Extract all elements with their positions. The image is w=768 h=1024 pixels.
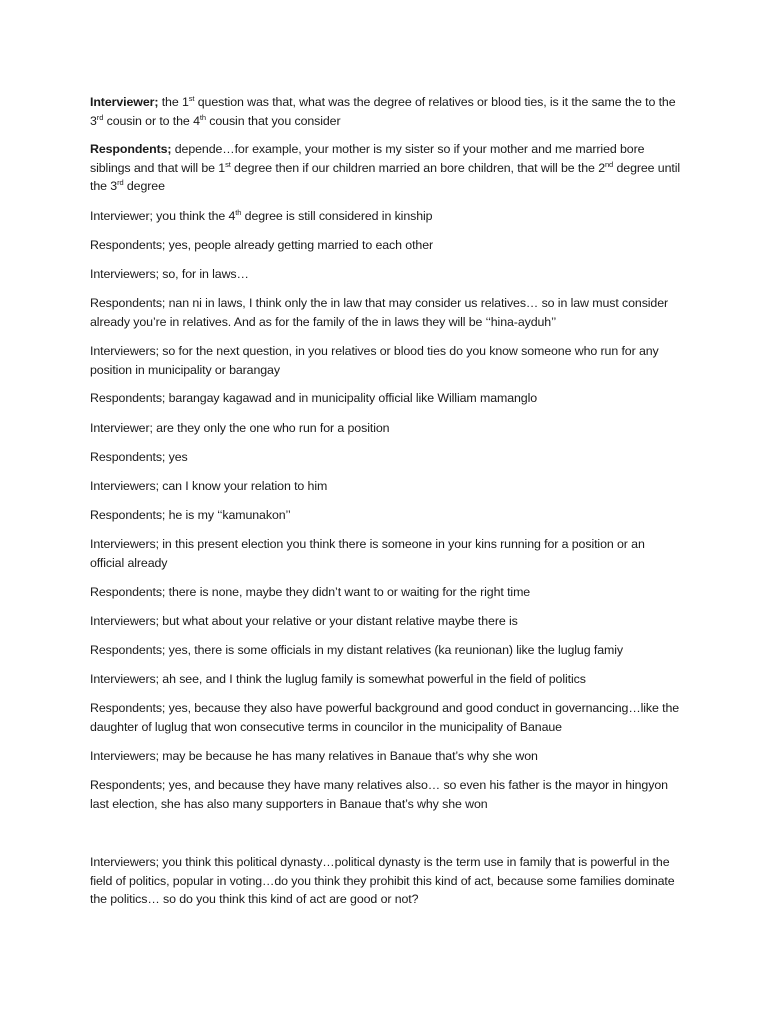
paragraph-text: yes, and because they have many relatives also… so even his father is the mayor in hingyon last election, she has also many supporters in Banaue that’s why she won: [90, 778, 668, 811]
ordinal-suffix: th: [235, 208, 242, 217]
paragraph-text: barangay kagawad and in municipality official like William mamanglo: [165, 391, 538, 405]
paragraph-8: [90, 389, 682, 408]
paragraph-text: the 1: [158, 95, 189, 109]
speaker-label: Interviewers;: [90, 267, 159, 281]
speaker-label: Interviewers;: [90, 749, 159, 763]
speaker-label: Respondents;: [90, 238, 166, 252]
paragraph-text: yes, because they also have powerful background and good conduct in governancing…like the daughter of luglug that won consecutive terms in councilor in the municipality of Banaue: [90, 701, 680, 734]
paragraph-text: cousin or to the 4: [103, 113, 200, 128]
speaker-label: Respondents;: [90, 450, 166, 464]
paragraph-18: [90, 699, 682, 736]
speaker-label: Interviewer;: [90, 209, 153, 223]
paragraph-21: [90, 853, 682, 909]
speaker-label: Respondents;: [90, 643, 166, 657]
paragraph-text: nan ni in laws, I think only the in law that may consider us relatives… so in law must consider already you’re in relatives. And as for the family of the in laws they will be ‘‘hina-ayduh’’: [90, 296, 669, 329]
paragraph-20: [90, 776, 682, 813]
paragraph-17: [90, 670, 682, 689]
paragraph-4: [90, 236, 682, 255]
paragraph-text: so, for in laws…: [158, 267, 249, 281]
speaker-label: Respondents;: [90, 142, 172, 156]
paragraph-text: degree: [123, 179, 165, 193]
speaker-label: Interviewer;: [90, 421, 153, 435]
paragraph-15: [90, 612, 682, 631]
paragraph-text: cousin that you consider: [205, 113, 341, 128]
paragraph-text: can I know your relation to him: [158, 479, 328, 493]
speaker-label: Interviewers;: [90, 537, 159, 551]
paragraph-text: he is my ‘‘kamunakon’’: [165, 508, 291, 522]
paragraph-9: [90, 419, 682, 438]
paragraph-3: [90, 207, 682, 226]
paragraph-text: yes: [165, 450, 188, 464]
ordinal-suffix: nd: [604, 159, 614, 169]
speaker-label: Respondents;: [90, 296, 166, 310]
speaker-label: Respondents;: [90, 585, 166, 599]
speaker-label: Interviewers;: [90, 672, 159, 686]
paragraph-text: yes, people already getting married to each other: [165, 238, 434, 252]
paragraph-text: you think the 4: [152, 209, 236, 223]
ordinal-suffix: st: [225, 159, 231, 169]
speaker-label: Interviewers;: [90, 614, 159, 628]
paragraph-16: [90, 641, 682, 660]
ordinal-suffix: rd: [117, 178, 124, 187]
paragraph-text: but what about your relative or your distant relative maybe there is: [158, 614, 518, 628]
paragraph-text: so for the next question, in you relatives or blood ties do you know someone who run for any position in municipality or barangay: [90, 344, 659, 377]
speaker-label: Respondents;: [90, 508, 166, 522]
speaker-label: Interviewer;: [90, 95, 159, 109]
paragraph-7: [90, 342, 682, 379]
paragraph-text: degree then if our children married an bore children, that will be the 2: [230, 160, 605, 175]
ordinal-suffix: th: [199, 112, 206, 122]
paragraph-text: are they only the one who run for a position: [152, 421, 390, 435]
paragraph-text: degree until the 3: [90, 160, 681, 193]
paragraph-text: degree is still considered in kinship: [241, 209, 433, 223]
paragraph-13: [90, 535, 682, 572]
ordinal-suffix: rd: [96, 112, 104, 122]
paragraph-text: may be because he has many relatives in Banaue that’s why she won: [158, 749, 538, 763]
speaker-label: Respondents;: [90, 701, 166, 715]
paragraph-text: ah see, and I think the luglug family is somewhat powerful in the field of politics: [158, 672, 586, 686]
paragraph-text: you think this political dynasty…political dynasty is the term use in family that is powerful in the field of politics, popular in voting…do you think they prohibit this kind of act, because some families dominate the politics… so do you think this kind of act are good or not?: [90, 855, 675, 906]
paragraph-19: [90, 747, 682, 766]
paragraph-11: [90, 477, 682, 496]
paragraph-14: [90, 583, 682, 602]
speaker-label: Interviewers;: [90, 344, 159, 358]
paragraph-2: [90, 140, 682, 196]
paragraph-1: [90, 93, 682, 130]
speaker-label: Respondents;: [90, 391, 166, 405]
paragraph-text: in this present election you think there is someone in your kins running for a position or an official already: [90, 537, 645, 570]
paragraph-text: yes, there is some officials in my distant relatives (ka reunionan) like the luglug famiy: [165, 643, 623, 657]
paragraph-text: depende…for example, your mother is my sister so if your mother and me married bore siblings and that will be 1: [90, 142, 645, 175]
speaker-label: Interviewers;: [90, 479, 159, 493]
paragraph-text: question was that, what was the degree of relatives or blood ties, is it the same the to the 3: [90, 95, 676, 128]
paragraph-text: there is none, maybe they didn’t want to or waiting for the right time: [165, 585, 531, 599]
paragraph-5: [90, 265, 682, 284]
paragraph-10: [90, 448, 682, 467]
paragraph-12: [90, 506, 682, 525]
ordinal-suffix: st: [188, 94, 195, 103]
speaker-label: Respondents;: [90, 778, 166, 792]
speaker-label: Interviewers;: [90, 855, 159, 869]
paragraph-6: [90, 294, 682, 331]
